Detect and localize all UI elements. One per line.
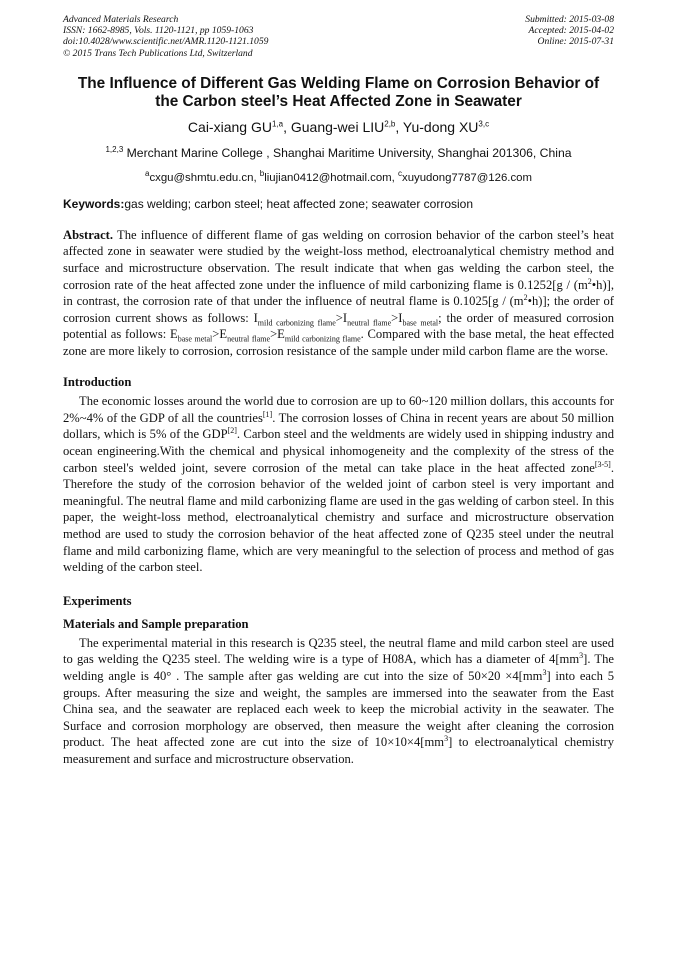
subscript: neutral flame xyxy=(227,334,271,344)
journal-header xyxy=(63,14,614,59)
superscript: 3 xyxy=(542,667,547,677)
abstract-text: •h)]; the order of corrosion current shows as follows: I xyxy=(63,294,614,325)
author-2: Guang-wei LIU xyxy=(290,118,385,135)
issn-line: ISSN: 1662-8985, Vols. 1120-1121, pp 1059-1063 xyxy=(63,25,254,37)
introduction-heading: Introduction xyxy=(63,374,132,389)
email-marker: b xyxy=(259,169,265,179)
title-line-1: The Influence of Different Gas Welding Flame on Corrosion Behavior of xyxy=(77,74,600,92)
body-text: The economic losses around the world due to corrosion are up to 60~120 million dollars, this accounts for 2%~4% of the GDP of all the countries xyxy=(63,394,614,425)
superscript: 3 xyxy=(444,734,449,744)
superscript: 3 xyxy=(579,651,584,661)
email-marker: a xyxy=(144,169,150,179)
affiliation-marker: 1,2,3 xyxy=(105,144,124,154)
abstract-text: >E xyxy=(212,327,228,342)
publication-info xyxy=(63,14,268,59)
subscript: base metal xyxy=(402,318,439,328)
journal-name: Advanced Materials Research xyxy=(63,14,179,25)
abstract-text: >E xyxy=(270,327,285,342)
citation: [3-5] xyxy=(594,459,611,469)
body-text: . The corrosion losses of China in recent years are about 50 million dollars, which is 5% of the GDP xyxy=(63,410,614,442)
body-text: ]. The welding angle is 40° . The sample after gas welding are cut into the size of 50×20 ×4[mm xyxy=(63,652,614,684)
email-1: cxgu@shmtu.edu.cn, xyxy=(149,171,260,184)
author-separator: , xyxy=(283,118,291,135)
abstract-text: •h)], in contrast, the corrosion rate of that under the influence of neutral flame is 0.1025[g / (m xyxy=(63,277,614,309)
copyright-line: © 2015 Trans Tech Publications Ltd, Switzerland xyxy=(63,47,253,59)
email-marker: c xyxy=(398,169,402,179)
author-2-affil: 2,b xyxy=(384,119,396,129)
author-3: Yu-dong XU xyxy=(402,118,479,135)
abstract-text: >I xyxy=(335,310,348,325)
abstract-text: . Compared with the base metal, the heat effected zone are more likely to corrosion, corrosion resistance of the sample under mild carbon flame are the worse. xyxy=(63,327,615,358)
body-text: . Carbon steel and the weldments are widely used in shipping industry and ocean engineering.With the chemical and physical inhomogeneity and the complexity of the stress of the carbon steel's welded joint, severe corrosion of the metal can take place in the heat affected zone xyxy=(63,427,614,475)
keywords xyxy=(63,197,614,211)
citation: [2] xyxy=(227,426,237,436)
online-date: Online: 2015-07-31 xyxy=(537,36,614,48)
superscript: 2 xyxy=(587,276,592,286)
abstract-label: Abstract. xyxy=(63,227,114,242)
submitted-date: Submitted: 2015-03-08 xyxy=(525,14,614,25)
author-3-affil: 3,c xyxy=(478,119,490,129)
materials-paragraph xyxy=(63,635,614,768)
keywords-text: gas welding; carbon steel; heat affected zone; seawater corrosion xyxy=(124,196,474,211)
author-emails xyxy=(63,169,614,184)
email-3: xuyudong7787@126.com xyxy=(402,171,532,184)
subscript: base metal xyxy=(177,334,213,344)
abstract-text: The influence of different flame of gas welding on corrosion behavior of the carbon steel’s heat affected zone in seawater were studied by the weight-loss method, electroanalytical chemistry method and surface and microstructure observation. The result indicate that when gas welding the carbon steel, the corrosion rate of the heat affected zone under the influence of mild carbonizing flame is 0.1252[g / (m xyxy=(63,227,614,292)
subscript: neutral flame xyxy=(347,318,392,328)
publication-dates xyxy=(525,14,614,59)
subscript: mild carbonizing flame xyxy=(284,334,361,344)
experiments-heading: Experiments xyxy=(63,593,132,608)
paper-title xyxy=(63,75,614,112)
doi-line: doi:10.4028/www.scientific.net/AMR.1120-1121.1059 xyxy=(63,36,269,48)
body-text: ] to electroanalytical chemistry measurement and surface and microstructure observation. xyxy=(63,735,614,767)
email-2: liujian0412@hotmail.com, xyxy=(264,171,398,184)
author-separator: , xyxy=(395,118,403,135)
subscript: mild carbonizing flame xyxy=(257,318,336,328)
affiliation xyxy=(63,146,614,160)
abstract xyxy=(63,227,614,360)
materials-subheading: Materials and Sample preparation xyxy=(63,617,249,632)
author-1-affil: 1,a xyxy=(271,119,284,129)
author-1: Cai-xiang GU xyxy=(187,118,272,135)
paper-page xyxy=(63,14,614,768)
abstract-text: ; the order of measured corrosion potential as follows: E xyxy=(63,310,614,342)
introduction-paragraph xyxy=(63,393,614,576)
body-text: ] into each 5 groups. After measuring the size and weight, the samples are immersed into the seawater from the East China sea, and the seawater are replaced each week to keep the microbial activity in the seawater. The Surface and corrosion morphology are observed, then measure the weight after cleaning the corrosion product. The heat affected zone are cut into the size of 10×10×4[mm xyxy=(63,669,614,750)
keywords-label: Keywords: xyxy=(63,196,125,211)
title-line-2: the Carbon steel’s Heat Affected Zone in Seawater xyxy=(155,93,522,111)
author-list xyxy=(63,118,614,136)
superscript: 2 xyxy=(523,293,528,302)
body-text: The experimental material in this research is Q235 steel, the neutral flame and mild carbon steel are used to gas welding the Q235 steel. The welding wire is a type of H08A, which has a diameter of 4[mm xyxy=(63,635,614,667)
abstract-text: >I xyxy=(391,310,403,325)
affiliation-text: Merchant Marine College , Shanghai Maritime University, Shanghai 201306, China xyxy=(126,145,572,160)
accepted-date: Accepted: 2015-04-02 xyxy=(528,25,614,37)
body-text: . Therefore the study of the corrosion behavior of the welded joint of carbon steel is very important and meaningful. The neutral flame and mild carbonizing flame are used in the gas welding of carbon steel. In this paper, the weight-loss method, electroanalytical chemistry and surface and microstructure observation method are used to study the corrosion behavior of the heat affected zone of Q235 steel under the neutral flame and mild carbonizing flame, which are very meaningful to the selection of process and method of gas welding of the carbon steel. xyxy=(63,460,614,575)
citation: [1] xyxy=(262,409,273,419)
